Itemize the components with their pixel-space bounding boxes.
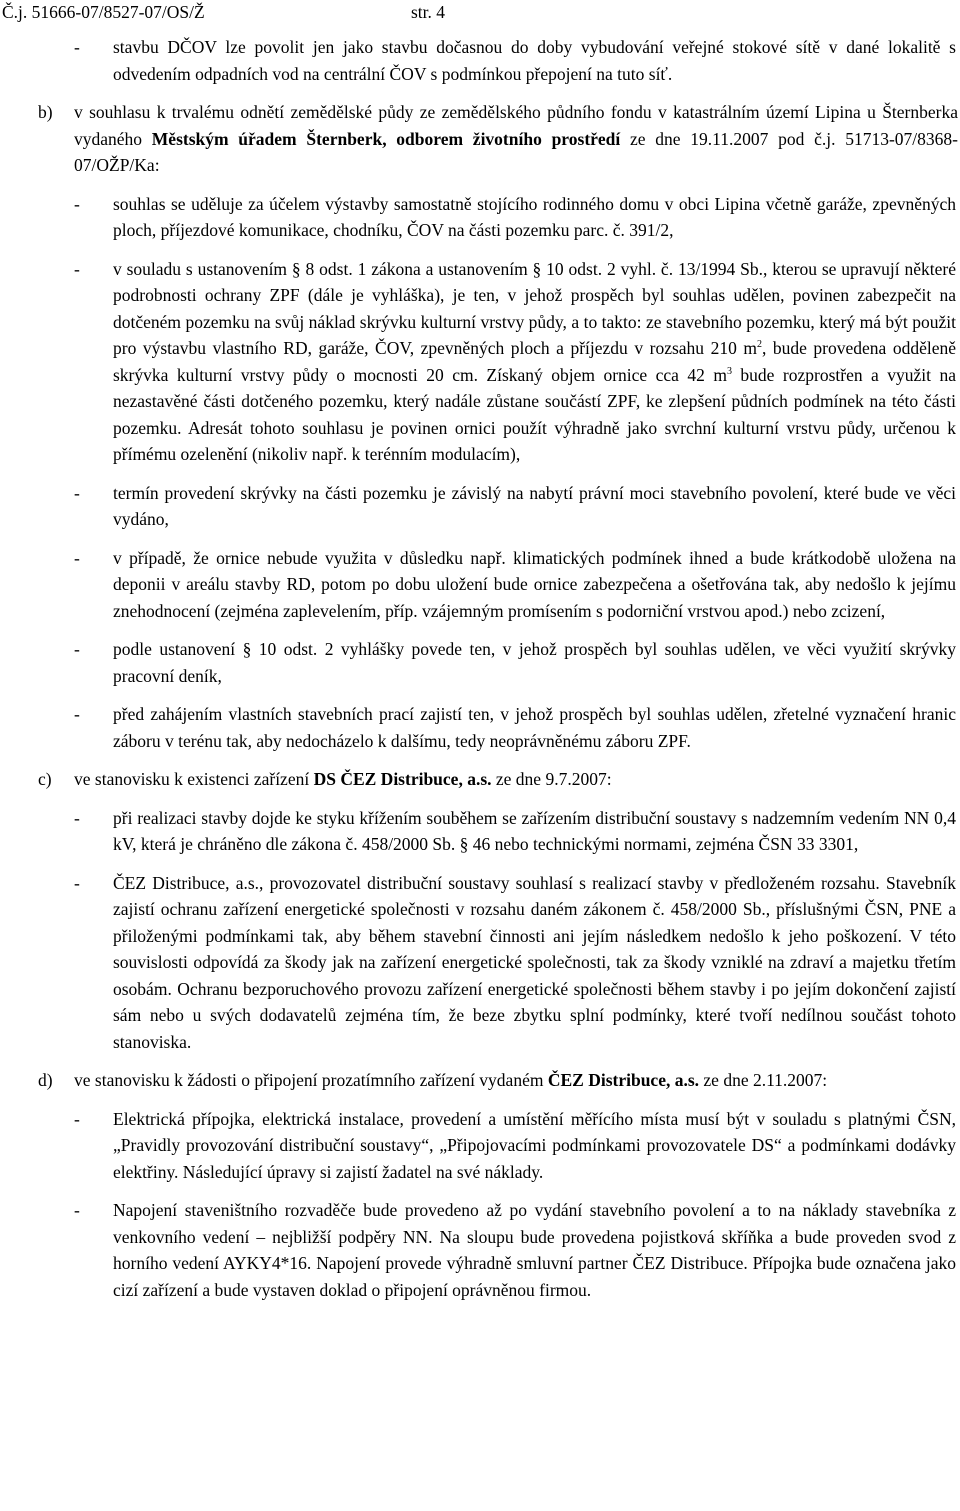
list-item [0, 480, 956, 533]
list-dash: - [74, 704, 80, 724]
list-dash: - [74, 1200, 80, 1220]
list-item-text: ČEZ Distribuce, a.s., provozovatel distribuční soustavy souhlasí s realizací stavby v předloženém rozsahu. Stavebník zajistí ochranu zařízení energetické společnosti v rozsahu daném zákonem č. 458/2000 Sb., příslušnými ČSN, PNE a přiloženými podmínkami tak, aby během stavební činnosti ani jejím následkem nedošlo k jeho poškození. V této souvislosti odpovídá za škody jak na zařízení energetické společnosti, tak za škody vzniklé na zdraví a majetku třetím osobám. Ochranu bezporuchového provozu zařízení energetické společnosti během stavby i po jejím dokončení zajistí sám nebo u svých dodavatelů zejména tím, že beze zbytku splní podmínky, které tvoří nedílnou součást tohoto stanoviska. [113, 872, 956, 1052]
list-item-text: v souladu s ustanovením § 8 odst. 1 zákona a ustanovením § 10 odst. 2 vyhl. č. 13/1994 Sb., kterou se upravují některé podrobnosti ochrany ZPF (dále je vyhláška), je ten, v jehož prospěch byl souhlas udělen, povinen zabezpečit na dotčeném pozemku na svůj náklad skrývku kulturní vrstvy půdy, a to takto: ze stavebního pozemku, který má být použit pro výstavbu vlastního RD, garáže, ČOV, zpevněných ploch a příjezdu v rozsahu 210 m [113, 258, 956, 358]
section-intro-text: v souhlasu k trvalému odnětí zemědělské půdy ze zemědělského půdního fondu v katastrálním území Lipina u Šternberka vydaného [74, 102, 958, 149]
superscript: 3 [726, 365, 732, 377]
list-item [0, 191, 956, 244]
authority-name: DS ČEZ Distribuce, a.s. [313, 769, 492, 789]
list-item-text: bude rozprostřen a využit na nezastavěné části dotčeného pozemku, který nadále zůstane součástí ZPF, ke zlepšení půdních podmínek na této části pozemku. Adresát tohoto souhlasu je povinen ornici použít výhradně jako svrchní kulturní vrstvu půdy, určenou k přímému ozelenění (nikoliv např. k terénním modulacím), [113, 364, 956, 464]
list-item-text: při realizaci stavby dojde ke styku křížením souběhem se zařízením distribuční soustavy s nadzemním vedením NN 0,4 kV, která je chráněno dle zákona č. 458/2000 Sb. § 46 nebo technickými normami, zejména ČSN 33 3301, [113, 807, 956, 854]
section-marker: b) [38, 102, 53, 122]
list-item [0, 870, 956, 1056]
list-item-text: před zahájením vlastních stavebních prací zajistí ten, v jehož prospěch byl souhlas udělen, zřetelné vyznačení hranic záboru v terénu tak, aby nedocházelo k dalšímu, tedy neoprávněnému záboru ZPF. [113, 704, 956, 751]
list-item-text: , bude provedena odděleně skrývka kulturní vrstvy půdy o mocnosti 20 cm. Získaný objem ornice cca 42 m [113, 338, 957, 385]
section-intro-text: ve stanovisku k žádosti o připojení prozatímního zařízení vydaném [74, 1070, 548, 1090]
list-dash: - [74, 872, 80, 893]
intro-list-item [0, 34, 956, 87]
section-intro-date: ze dne 19.11.2007 pod č.j. 51713-07/8368-07/OŽP/Ka: [74, 128, 958, 175]
authority-name: ČEZ Distribuce, a.s. [547, 1070, 700, 1090]
list-item [0, 701, 956, 754]
list-item-text: stavbu DČOV lze povolit jen jako stavbu dočasnou do doby vybudování veřejné stokové sítě v dané lokalitě s odvedením odpadních vod na centrální ČOV s podmínkou přepojení na tuto síť. [113, 37, 956, 84]
list-dash: - [74, 547, 80, 568]
page-header [0, 0, 960, 24]
list-item [0, 805, 956, 858]
list-item [0, 545, 956, 625]
list-item-text: Elektrická přípojka, elektrická instalace, provedení a umístění měřícího místa musí být v souladu s platnými ČSN, „Pravidly provozování distribuční soustavy“, „Připojovacími podmínkami provozovatele DS“ a podmínkami dodávky elektřiny. Následující úpravy si zajistí žadatel na své náklady. [113, 1108, 956, 1182]
list-item-text: v případě, že ornice nebude využita v důsledku např. klimatických podmínek ihned a bude krátkodobě uložena na deponii v areálu stavby RD, potom po dobu uložení bude ornice zabezpečena a ošetřována tak, aby nedošlo k jejímu znehodnocení (zejména zaplevelením, příp. vzájemným promísením s podorniční vrstvou apod.) nebo zcizení, [113, 547, 956, 621]
section-d [0, 1067, 958, 1094]
list-dash: - [74, 482, 80, 503]
list-item [0, 636, 956, 689]
list-dash: - [74, 1108, 80, 1129]
section-c [0, 766, 958, 793]
section-b [0, 99, 958, 179]
reference-number: Č.j. 51666-07/8527-07/OS/Ž [2, 2, 205, 22]
section-intro-text: ve stanovisku k existenci zařízení [74, 769, 314, 789]
document-body [0, 34, 960, 1303]
list-dash: - [74, 807, 80, 828]
page-number: str. 4 [411, 2, 446, 22]
list-item [0, 1106, 956, 1186]
superscript: 2 [756, 339, 762, 351]
authority-name: Městským úřadem Šternberk, odborem životního prostředí [151, 128, 621, 149]
list-item [0, 256, 956, 468]
list-dash: - [74, 258, 80, 279]
list-item-text: podle ustanovení § 10 odst. 2 vyhlášky povede ten, v jehož prospěch byl souhlas udělen, ve věci využití skrývky pracovní deník, [113, 639, 956, 686]
section-intro-date: ze dne 9.7.2007: [491, 769, 612, 789]
list-item-text: souhlas se uděluje za účelem výstavby samostatně stojícího rodinného domu v obci Lipina včetně garáže, zpevněných ploch, příjezdové komunikace, chodníku, ČOV na části pozemku parc. č. 391/2, [113, 193, 956, 240]
list-item-text: Napojení staveništního rozvaděče bude provedeno až po vydání stavebního povolení a to na náklady stavebníka z venkovního vedení – nejbližší podpěry NN. Na sloupu bude provedena pojistková skříňka a bude proveden svod z horního vedení AYKY4*16. Napojení provede výhradně smluvní partner ČEZ Distribuce. Přípojka bude označena jako cizí zařízení a bude vystaven doklad o připojení oprávněnou firmou. [113, 1200, 956, 1300]
list-dash: - [74, 639, 80, 659]
section-intro-date: ze dne 2.11.2007: [699, 1070, 828, 1090]
section-marker: c) [38, 769, 52, 789]
list-dash: - [74, 37, 80, 57]
section-marker: d) [38, 1070, 53, 1090]
list-item [0, 1197, 956, 1303]
list-item-text: termín provedení skrývky na části pozemku je závislý na nabytí právní moci stavebního povolení, které bude ve věci vydáno, [113, 482, 956, 529]
list-dash: - [74, 193, 80, 214]
